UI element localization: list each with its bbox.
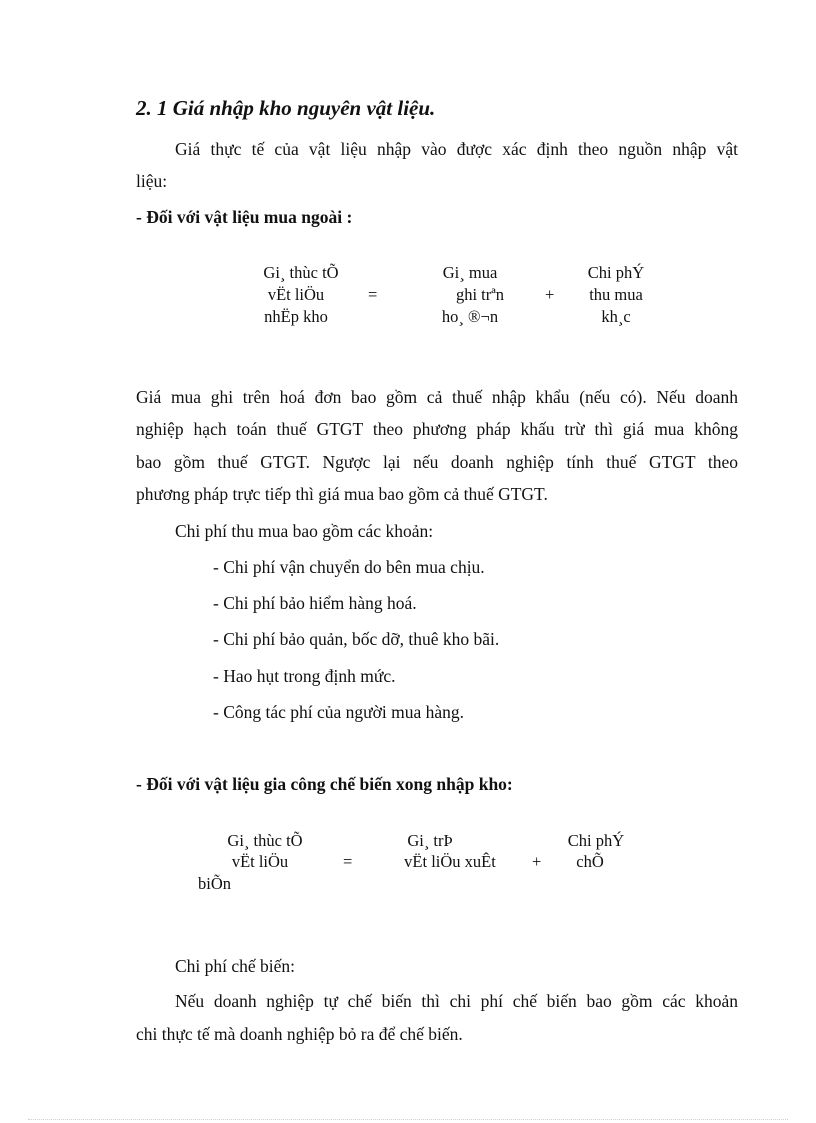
paragraph2-line-1: Nếu doanh nghiệp tự chế biến thì chi phí chế biến bao gồm các khoản <box>175 991 738 1011</box>
formula2-left-line-3: biÕn <box>198 874 231 893</box>
section-heading: 2. 1 Giá nhập kho nguyên vật liệu. <box>136 96 436 120</box>
paragraph1-line-2: nghiệp hạch toán thuế GTGT theo phương pháp khấu trừ thì giá mua không <box>136 419 738 439</box>
paragraph1-line-3: bao gồm thuế GTGT. Ngược lại nếu doanh nghiệp tính thuế GTGT theo <box>136 452 738 472</box>
cost-item: - Hao hụt trong định mức. <box>213 666 396 686</box>
costs-intro: Chi phí thu mua bao gồm các khoản: <box>175 521 434 541</box>
formula1-middle-line-3: ho¸ ®¬n <box>441 307 499 326</box>
cost-item: - Chi phí bảo hiểm hàng hoá. <box>213 593 417 613</box>
formula2-right-line-2: chÕ <box>576 852 604 871</box>
intro-line-2: liệu: <box>136 171 168 191</box>
formula1-left-line-2: vËt liÖu <box>267 285 325 304</box>
cost-item: - Chi phí bảo quản, bốc dỡ, thuê kho bãi. <box>213 629 500 649</box>
cost-item: - Công tác phí của người mua hàng. <box>213 702 465 722</box>
formula1-right-line-2: thu mua <box>589 285 643 304</box>
intro-line-1: Giá thực tế của vật liệu nhập vào được xác định theo nguồn nhập vật <box>175 139 738 159</box>
formula2-middle-line-2: vËt liÖu xuÊt <box>404 852 496 871</box>
page-bottom-divider <box>28 1119 788 1120</box>
formula1-plus: + <box>545 285 555 304</box>
formula1-right-line-3: kh¸c <box>601 307 631 326</box>
paragraph1-line-1: Giá mua ghi trên hoá đơn bao gồm cả thuế nhập khẩu (nếu có). Nếu doanh <box>136 387 738 407</box>
section1-title: - Đối với vật liệu mua ngoài : <box>136 207 353 227</box>
formula2-equals: = <box>343 852 353 871</box>
paragraph1-line-4: phương pháp trực tiếp thì giá mua bao gồm cả thuế GTGT. <box>136 484 548 504</box>
formula2-left-line-1: Gi¸ thùc tÕ <box>227 831 303 850</box>
formula2-plus: + <box>532 852 542 871</box>
formula1-middle-line-2: ghi trªn <box>455 285 505 304</box>
formula2-right-line-1: Chi phÝ <box>567 831 625 850</box>
formula1-left-line-3: nhËp kho <box>264 307 328 326</box>
section2-title: - Đối với vật liệu gia công chế biến xong nhập kho: <box>136 774 513 794</box>
formula1-equals: = <box>368 285 378 304</box>
formula1-right-line-1: Chi phÝ <box>587 263 645 282</box>
paragraph2-line-2: chi thực tế mà doanh nghiệp bỏ ra để chế biến. <box>136 1024 463 1044</box>
formula1-middle-line-1: Gi¸ mua <box>442 263 498 282</box>
cost-item: - Chi phí vận chuyển do bên mua chịu. <box>213 557 485 577</box>
formula2-left-line-2: vËt liÖu <box>231 852 289 871</box>
cost-label: Chi phí chế biến: <box>175 956 296 976</box>
formula2-middle-line-1: Gi¸ trÞ <box>407 831 453 850</box>
formula1-left-line-1: Gi¸ thùc tÕ <box>263 263 339 282</box>
